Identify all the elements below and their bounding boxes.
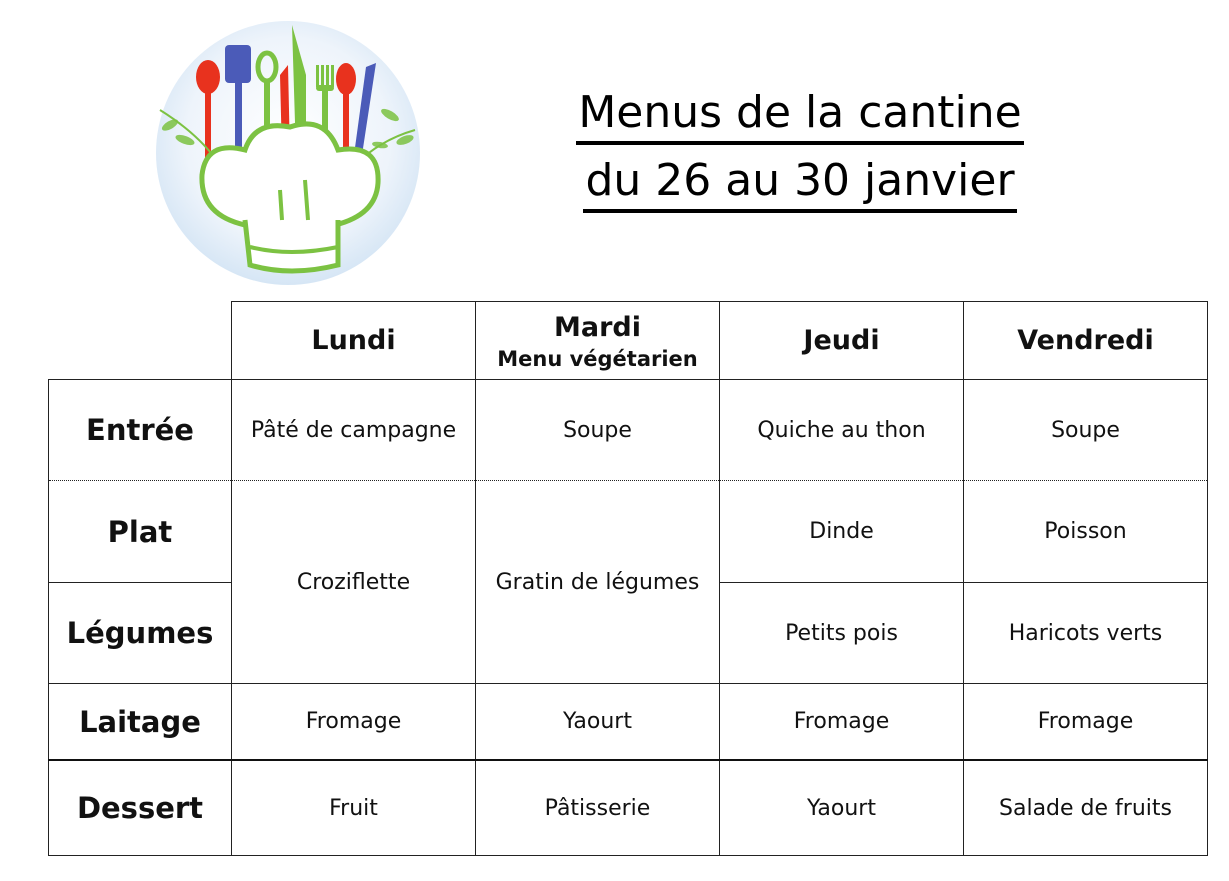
cell-laitage-mardi: Yaourt <box>476 684 720 761</box>
row-label-legumes: Légumes <box>49 583 232 684</box>
cell-entree-jeudi: Quiche au thon <box>720 380 964 481</box>
day-header-lundi <box>232 302 476 380</box>
cell-dessert-lundi: Fruit <box>232 760 476 856</box>
cell-dessert-jeudi: Yaourt <box>720 760 964 856</box>
corner-cell <box>49 302 232 380</box>
cell-laitage-lundi: Fromage <box>232 684 476 761</box>
row-entree <box>49 380 1208 481</box>
day-header-mardi <box>476 302 720 380</box>
cell-entree-lundi: Pâté de campagne <box>232 380 476 481</box>
cell-plat-vendredi: Poisson <box>964 481 1208 583</box>
day-name: Jeudi <box>803 324 880 356</box>
day-name: Vendredi <box>1017 324 1154 356</box>
row-laitage <box>49 684 1208 761</box>
row-label-entree: Entrée <box>49 380 232 481</box>
cell-plat-jeudi: Dinde <box>720 481 964 583</box>
chef-hat-utensils-icon <box>140 15 430 285</box>
cell-laitage-vendredi: Fromage <box>964 684 1208 761</box>
cell-plat-complet-lundi: Croziflette <box>232 481 476 684</box>
day-header-vendredi <box>964 302 1208 380</box>
menu-table <box>48 301 1208 856</box>
page-title <box>560 82 1040 213</box>
cell-legumes-vendredi: Haricots verts <box>964 583 1208 684</box>
title-line-2: du 26 au 30 janvier <box>583 153 1016 213</box>
row-label-laitage: Laitage <box>49 684 232 761</box>
row-label-plat: Plat <box>49 481 232 583</box>
cell-entree-vendredi: Soupe <box>964 380 1208 481</box>
day-name: Lundi <box>311 324 396 356</box>
cell-entree-mardi: Soupe <box>476 380 720 481</box>
cell-dessert-vendredi: Salade de fruits <box>964 760 1208 856</box>
day-header-row <box>49 302 1208 380</box>
row-dessert <box>49 760 1208 856</box>
cantine-logo <box>140 15 430 285</box>
day-header-jeudi <box>720 302 964 380</box>
cell-dessert-mardi: Pâtisserie <box>476 760 720 856</box>
cell-laitage-jeudi: Fromage <box>720 684 964 761</box>
title-line-1: Menus de la cantine <box>576 85 1023 145</box>
day-subtitle: Menu végétarien <box>497 346 698 371</box>
day-name: Mardi <box>554 311 641 343</box>
row-label-dessert: Dessert <box>49 760 232 856</box>
row-plat <box>49 481 1208 583</box>
cell-plat-complet-mardi: Gratin de légumes <box>476 481 720 684</box>
cell-legumes-jeudi: Petits pois <box>720 583 964 684</box>
